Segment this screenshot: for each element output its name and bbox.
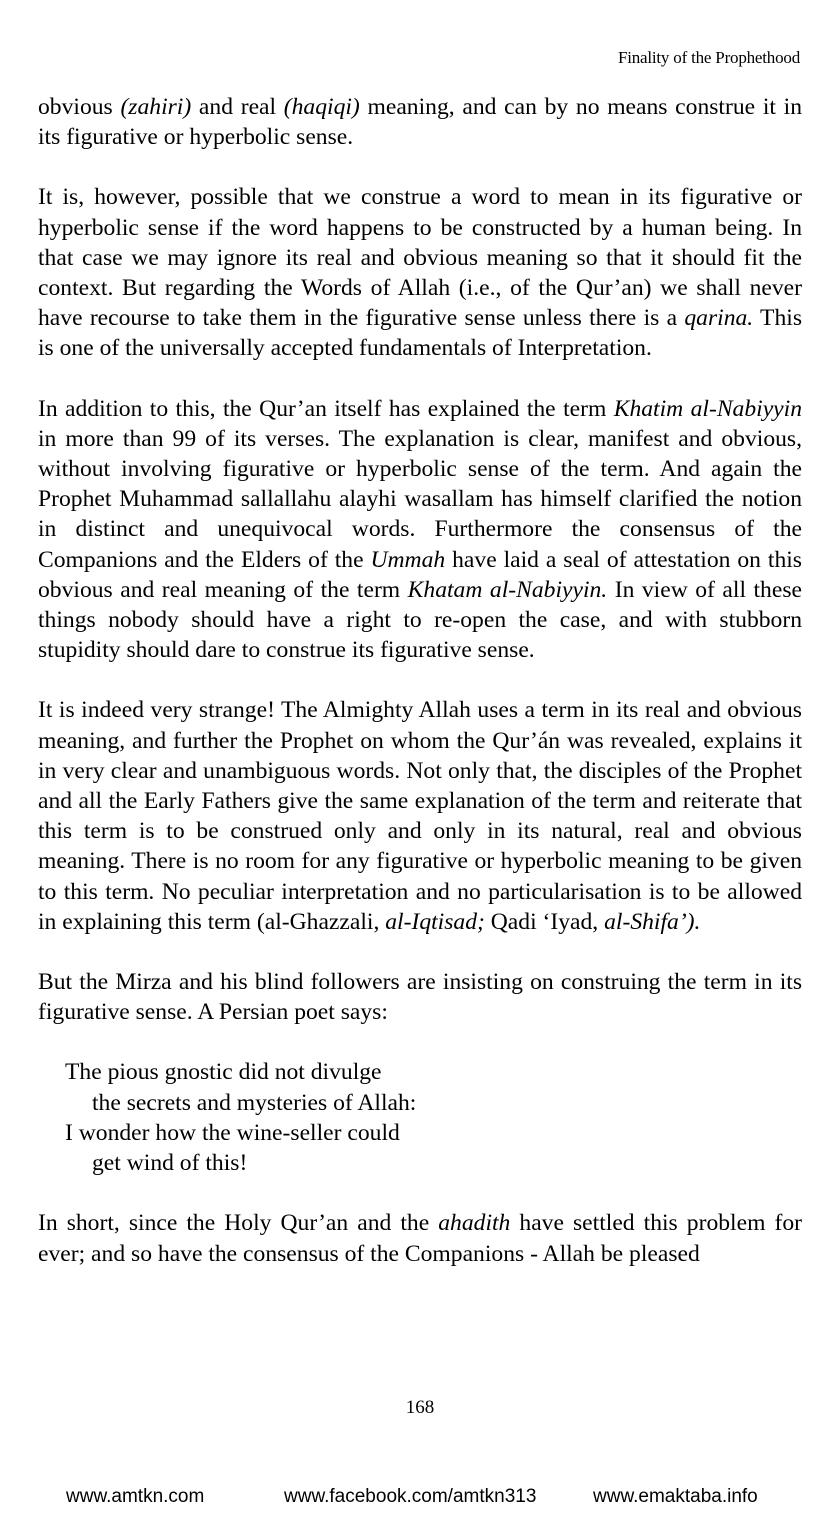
paragraph-3: In addition to this, the Qur’an itself has explained the term Khatim al-Nabiyyin in more than 99 of its verses. The explanation is clear, manifest and obvious, without involving figurative or hyperbolic sense of the term. And again the Prophet Muhammad sallallahu alayhi wasallam has himself clarified the notion in distinct and unequivocal words. Furthermore the consensus of the Companions and the Elders of the Ummah have laid a seal of attestation on this obvious and real meaning of the term Khatam al-Nabiyyin. In view of all these things nobody should have a right to re-open the case, and with stubborn stupidity should dare to construe its figurative sense. <box>38 395 802 664</box>
page-number: 168 <box>405 1397 435 1418</box>
paragraph-2: It is, however, possible that we construe a word to mean in its figurative or hyperbolic sense if the word happens to be constructed by a human being. In that case we may ignore its real and obvious meaning so that it should fit the context. But regarding the Words of Allah (i.e., of the Qur’an) we shall never have recourse to take them in the figurative sense unless there is a qarina. This is one of the universally accepted fundamentals of Interpretation. <box>38 184 802 362</box>
ref-al-iqtisad: al-Iqtisad; <box>385 908 485 935</box>
term-khatam-al-nabiyyin: Khatam al-Nabiyyin. <box>407 576 608 603</box>
poem-quote <box>65 1057 802 1178</box>
running-header: Finality of the Prophethood <box>617 48 800 67</box>
term-zahiri: (zahiri) <box>120 94 192 120</box>
poem-line-3: I wonder how the wine-seller could <box>65 1119 400 1146</box>
footer-links <box>0 1486 840 1516</box>
poem-line-2: the secrets and mysteries of Allah: <box>92 1089 417 1116</box>
poem-line-4: get wind of this! <box>92 1150 248 1177</box>
paragraph-6: In short, since the Holy Qur’an and the ahadith have settled this problem for ever; and so have the consensus of the Companions - Allah be pleased <box>38 1210 802 1267</box>
paragraph-5: But the Mirza and his blind followers are insisting on construing the term in its figurative sense. A Persian poet says: <box>38 969 802 1026</box>
footer-link-facebook[interactable]: www.facebook.com/amtkn313 <box>284 1486 537 1507</box>
term-haqiqi: (haqiqi) <box>283 94 360 120</box>
term-ummah: Ummah <box>370 546 446 573</box>
term-ahadith: ahadith <box>438 1210 511 1237</box>
footer-link-amtkn[interactable]: www.amtkn.com <box>66 1486 205 1507</box>
ref-al-shifa: al-Shifa’). <box>604 908 701 935</box>
term-qarina: qarina. <box>684 305 754 332</box>
body-text <box>38 92 802 1299</box>
poem-line-1: The pious gnostic did not divulge <box>65 1059 382 1086</box>
paragraph-4: It is indeed very strange! The Almighty Allah uses a term in its real and obvious meaning, and further the Prophet on whom the Qur’án was revealed, explains it in very clear and unambiguous words. Not only that, the disciples of the Prophet and all the Early Fathers give the same explanation of the term and reiterate that this term is to be construed only and only in its natural, real and obvious meaning. There is no room for any figurative or hyperbolic meaning to be given to this term. No peculiar interpretation and no particularisation is to be allowed in explaining this term (al-Ghazzali, al-Iqtisad; Qadi ‘Iyad, al-Shifa’). <box>38 697 802 935</box>
footer-link-emaktaba[interactable]: www.emaktaba.info <box>593 1486 758 1507</box>
term-khatim-al-nabiyyin: Khatim al-Nabiyyin <box>613 395 802 422</box>
paragraph-1: obvious (zahiri) and real (haqiqi) meaning, and can by no means construe it in its figurative or hyperbolic sense. <box>38 94 802 151</box>
